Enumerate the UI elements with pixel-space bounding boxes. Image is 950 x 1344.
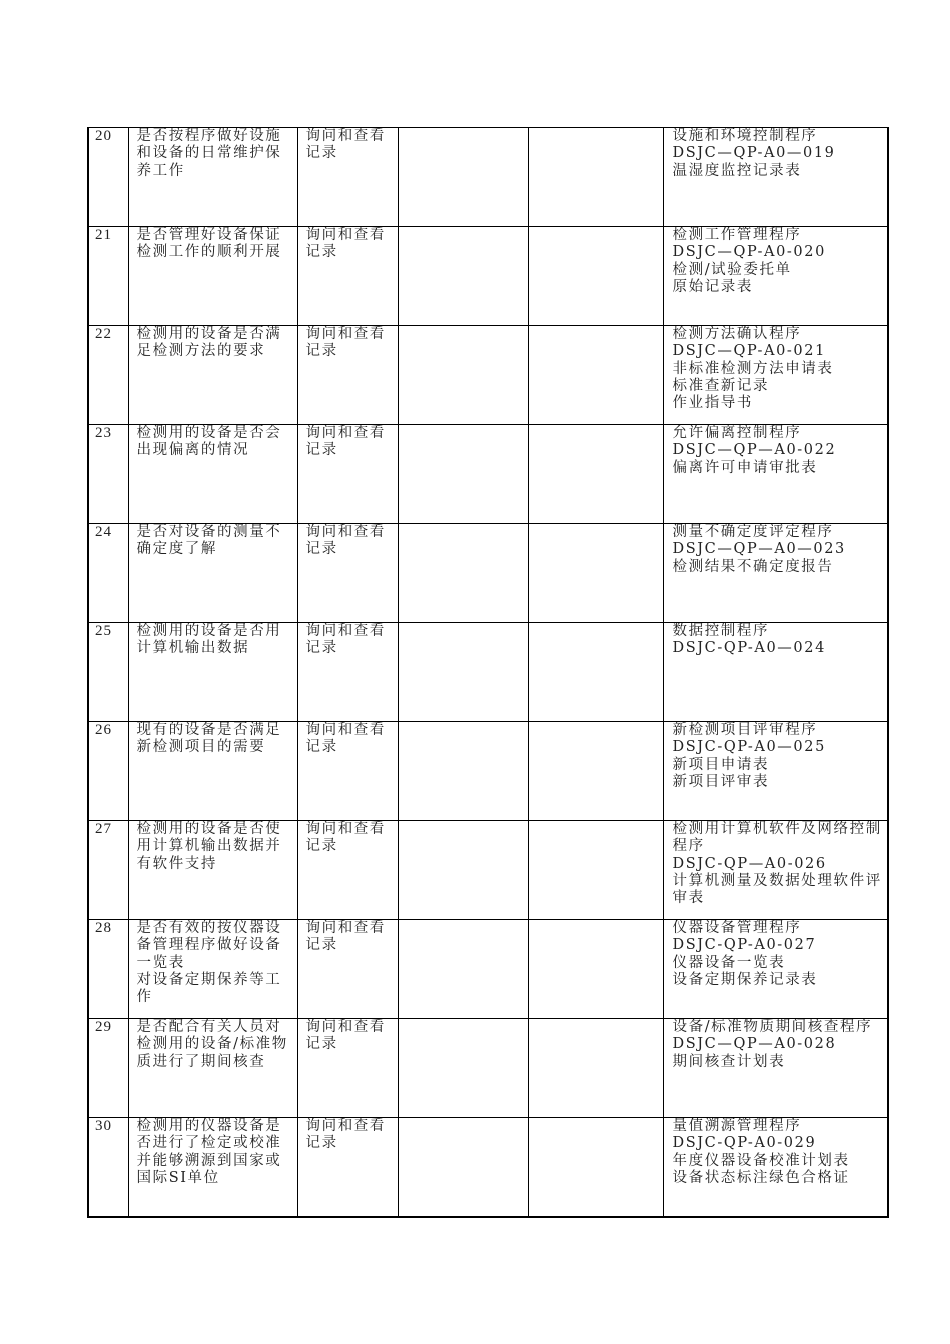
check-method-cell: 询问和查看记录: [297, 524, 398, 623]
check-method-cell: 询问和查看记录: [297, 623, 398, 722]
blank-cell: [528, 623, 663, 722]
blank-cell: [528, 821, 663, 920]
blank-cell: [528, 326, 663, 425]
row-number: 20: [88, 128, 128, 227]
check-item-cell: 是否配合有关人员对检测用的设备/标准物质进行了期间核查: [128, 1019, 297, 1118]
blank-cell: [528, 722, 663, 821]
table-row: [88, 425, 888, 524]
row-number: 30: [88, 1118, 128, 1217]
blank-cell: [528, 1019, 663, 1118]
blank-cell: [398, 623, 528, 722]
basis-documents-cell: 新检测项目评审程序 DSJC-QP-A0—025 新项目申请表 新项目评审表: [663, 722, 888, 821]
blank-cell: [398, 920, 528, 1019]
basis-documents-cell: 测量不确定度评定程序 DSJC—QP—A0—023 检测结果不确定度报告: [663, 524, 888, 623]
check-item-cell: 检测用的设备是否使用计算机输出数据并有软件支持: [128, 821, 297, 920]
check-item-cell: 检测用的设备是否会出现偏离的情况: [128, 425, 297, 524]
table-row: [88, 524, 888, 623]
check-item-cell: 是否对设备的测量不确定度了解: [128, 524, 297, 623]
blank-cell: [398, 128, 528, 227]
row-number: 28: [88, 920, 128, 1019]
check-method-cell: 询问和查看记录: [297, 1118, 398, 1217]
checklist-table: [87, 127, 889, 1218]
basis-documents-cell: 检测工作管理程序 DSJC—QP-A0-020 检测/试验委托单 原始记录表: [663, 227, 888, 326]
checklist-table-body: [88, 128, 888, 1217]
basis-documents-cell: 设备/标准物质期间核查程序 DSJC—QP—A0-028 期间核查计划表: [663, 1019, 888, 1118]
row-number: 23: [88, 425, 128, 524]
row-number: 25: [88, 623, 128, 722]
blank-cell: [398, 1019, 528, 1118]
basis-documents-cell: 检测方法确认程序 DSJC—QP-A0-021 非标准检测方法申请表 标准查新记录 作业指导书: [663, 326, 888, 425]
row-number: 24: [88, 524, 128, 623]
check-item-cell: 是否管理好设备保证检测工作的顺利开展: [128, 227, 297, 326]
check-method-cell: 询问和查看记录: [297, 326, 398, 425]
basis-documents-cell: 仪器设备管理程序 DSJC-QP-A0-027 仪器设备一览表 设备定期保养记录表: [663, 920, 888, 1019]
check-item-cell: 是否按程序做好设施和设备的日常维护保养工作: [128, 128, 297, 227]
check-method-cell: 询问和查看记录: [297, 722, 398, 821]
table-row: [88, 128, 888, 227]
blank-cell: [528, 524, 663, 623]
blank-cell: [398, 1118, 528, 1217]
table-row: [88, 920, 888, 1019]
basis-documents-cell: 数据控制程序 DSJC-QP-A0—024: [663, 623, 888, 722]
check-method-cell: 询问和查看记录: [297, 128, 398, 227]
table-row: [88, 1019, 888, 1118]
blank-cell: [398, 524, 528, 623]
row-number: 26: [88, 722, 128, 821]
check-method-cell: 询问和查看记录: [297, 425, 398, 524]
blank-cell: [528, 1118, 663, 1217]
basis-documents-cell: 允许偏离控制程序 DSJC—QP—A0-022 偏离许可申请审批表: [663, 425, 888, 524]
row-number: 22: [88, 326, 128, 425]
table-row: [88, 821, 888, 920]
table-row: [88, 1118, 888, 1217]
blank-cell: [398, 326, 528, 425]
table-row: [88, 227, 888, 326]
blank-cell: [398, 425, 528, 524]
blank-cell: [528, 920, 663, 1019]
check-method-cell: 询问和查看记录: [297, 920, 398, 1019]
check-method-cell: 询问和查看记录: [297, 227, 398, 326]
blank-cell: [528, 425, 663, 524]
table-row: [88, 623, 888, 722]
table-row: [88, 326, 888, 425]
blank-cell: [528, 227, 663, 326]
check-item-cell: 是否有效的按仪器设备管理程序做好设备一览表 对设备定期保养等工作: [128, 920, 297, 1019]
basis-documents-cell: 检测用计算机软件及网络控制程序 DSJC-QP—A0-026 计算机测量及数据处理软件评审表: [663, 821, 888, 920]
blank-cell: [398, 227, 528, 326]
check-method-cell: 询问和查看记录: [297, 821, 398, 920]
check-item-cell: 现有的设备是否满足新检测项目的需要: [128, 722, 297, 821]
row-number: 27: [88, 821, 128, 920]
blank-cell: [398, 722, 528, 821]
basis-documents-cell: 量值溯源管理程序 DSJC-QP-A0-029 年度仪器设备校准计划表 设备状态标注绿色合格证: [663, 1118, 888, 1217]
table-row: [88, 722, 888, 821]
row-number: 29: [88, 1019, 128, 1118]
blank-cell: [528, 128, 663, 227]
check-item-cell: 检测用的设备是否满足检测方法的要求: [128, 326, 297, 425]
check-item-cell: 检测用的设备是否用计算机输出数据: [128, 623, 297, 722]
check-item-cell: 检测用的仪器设备是否进行了检定或校准并能够溯源到国家或国际SI单位: [128, 1118, 297, 1217]
blank-cell: [398, 821, 528, 920]
check-method-cell: 询问和查看记录: [297, 1019, 398, 1118]
row-number: 21: [88, 227, 128, 326]
basis-documents-cell: 设施和环境控制程序 DSJC—QP-A0—019 温湿度监控记录表: [663, 128, 888, 227]
